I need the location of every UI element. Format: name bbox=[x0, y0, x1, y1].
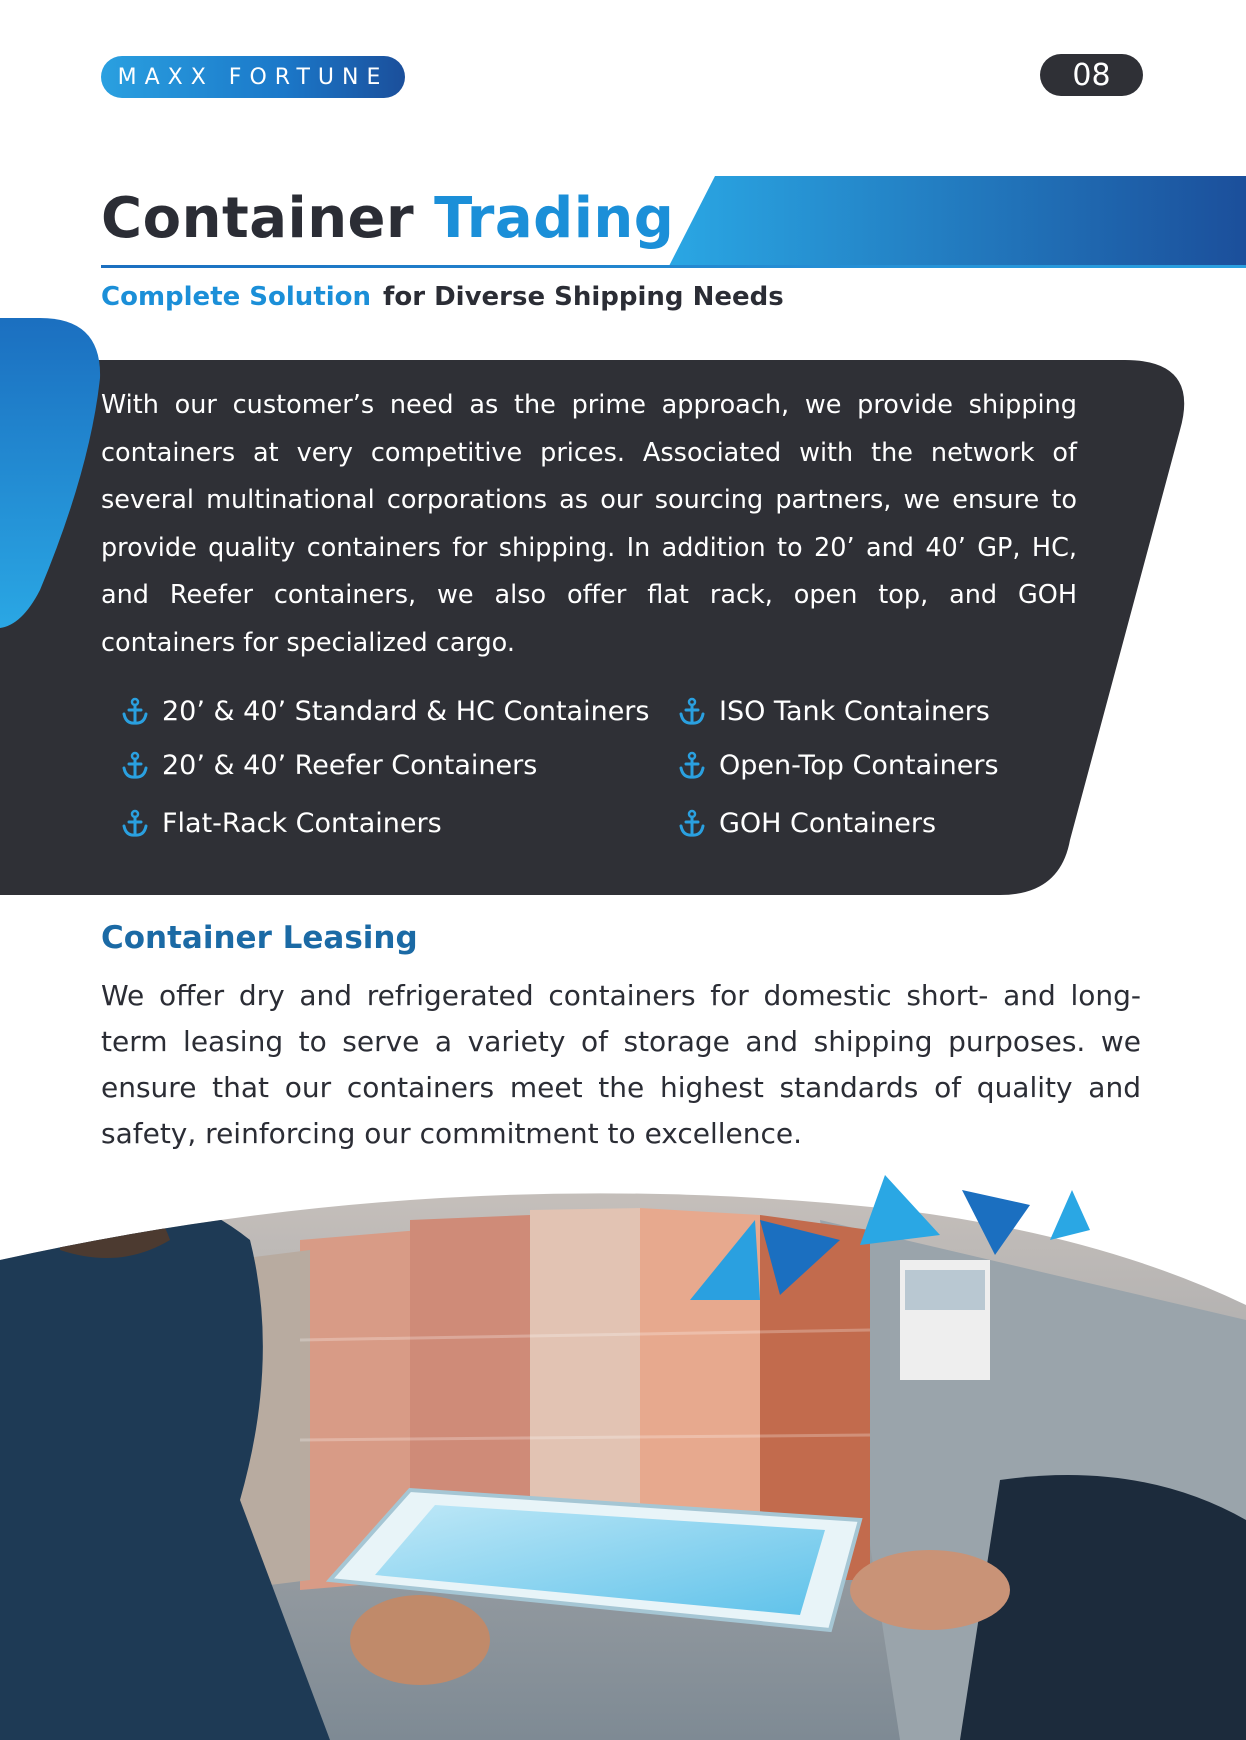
feature-label: Open-Top Containers bbox=[719, 750, 999, 781]
page-number: 08 bbox=[1040, 54, 1143, 96]
subtitle-rest: for Diverse Shipping Needs bbox=[383, 282, 784, 312]
section-heading-leasing: Container Leasing bbox=[101, 920, 418, 956]
intro-text: With our customer’s need as the prime approach, we provide shipping containers at very competitive prices. Associated with the network of several multinational corporations as our sourcing partners, we ensure to provide quality containers for shipping. In addition to 20’ and 40’ GP, HC, and Reefer containers, we also offer flat rack, open top, and GOH containers for specialized cargo. bbox=[101, 390, 1077, 658]
list-item bbox=[120, 696, 649, 727]
feature-label: GOH Containers bbox=[719, 808, 937, 839]
anchor-icon bbox=[120, 697, 150, 727]
list-item bbox=[120, 808, 442, 839]
feature-label: 20’ & 40’ Standard & HC Containers bbox=[162, 696, 650, 727]
title-underline bbox=[101, 265, 1246, 268]
list-item bbox=[120, 750, 537, 781]
title-accent: Trading bbox=[434, 186, 675, 251]
brand-name: MAXX FORTUNE bbox=[117, 64, 389, 90]
anchor-icon bbox=[677, 809, 707, 839]
anchor-icon bbox=[120, 809, 150, 839]
page-title bbox=[101, 186, 674, 251]
list-item bbox=[677, 750, 999, 781]
anchor-icon bbox=[677, 697, 707, 727]
list-item bbox=[677, 696, 990, 727]
leasing-text: We offer dry and refrigerated containers for domestic short- and long-term leasing to serve a variety of storage and shipping purposes. we ensure that our containers meet the highest standards of quality and safety, reinforcing our commitment to excellence. bbox=[101, 979, 1141, 1150]
anchor-icon bbox=[120, 751, 150, 781]
anchor-icon bbox=[677, 751, 707, 781]
feature-label: 20’ & 40’ Reefer Containers bbox=[162, 750, 538, 781]
feature-label: Flat-Rack Containers bbox=[162, 808, 442, 839]
feature-label: ISO Tank Containers bbox=[719, 696, 990, 727]
title-main: Container bbox=[101, 186, 415, 251]
page-subtitle bbox=[101, 282, 784, 312]
person-right bbox=[960, 1475, 1246, 1740]
port-photo bbox=[0, 1160, 1246, 1740]
list-item bbox=[677, 808, 936, 839]
subtitle-accent: Complete Solution bbox=[101, 282, 372, 312]
